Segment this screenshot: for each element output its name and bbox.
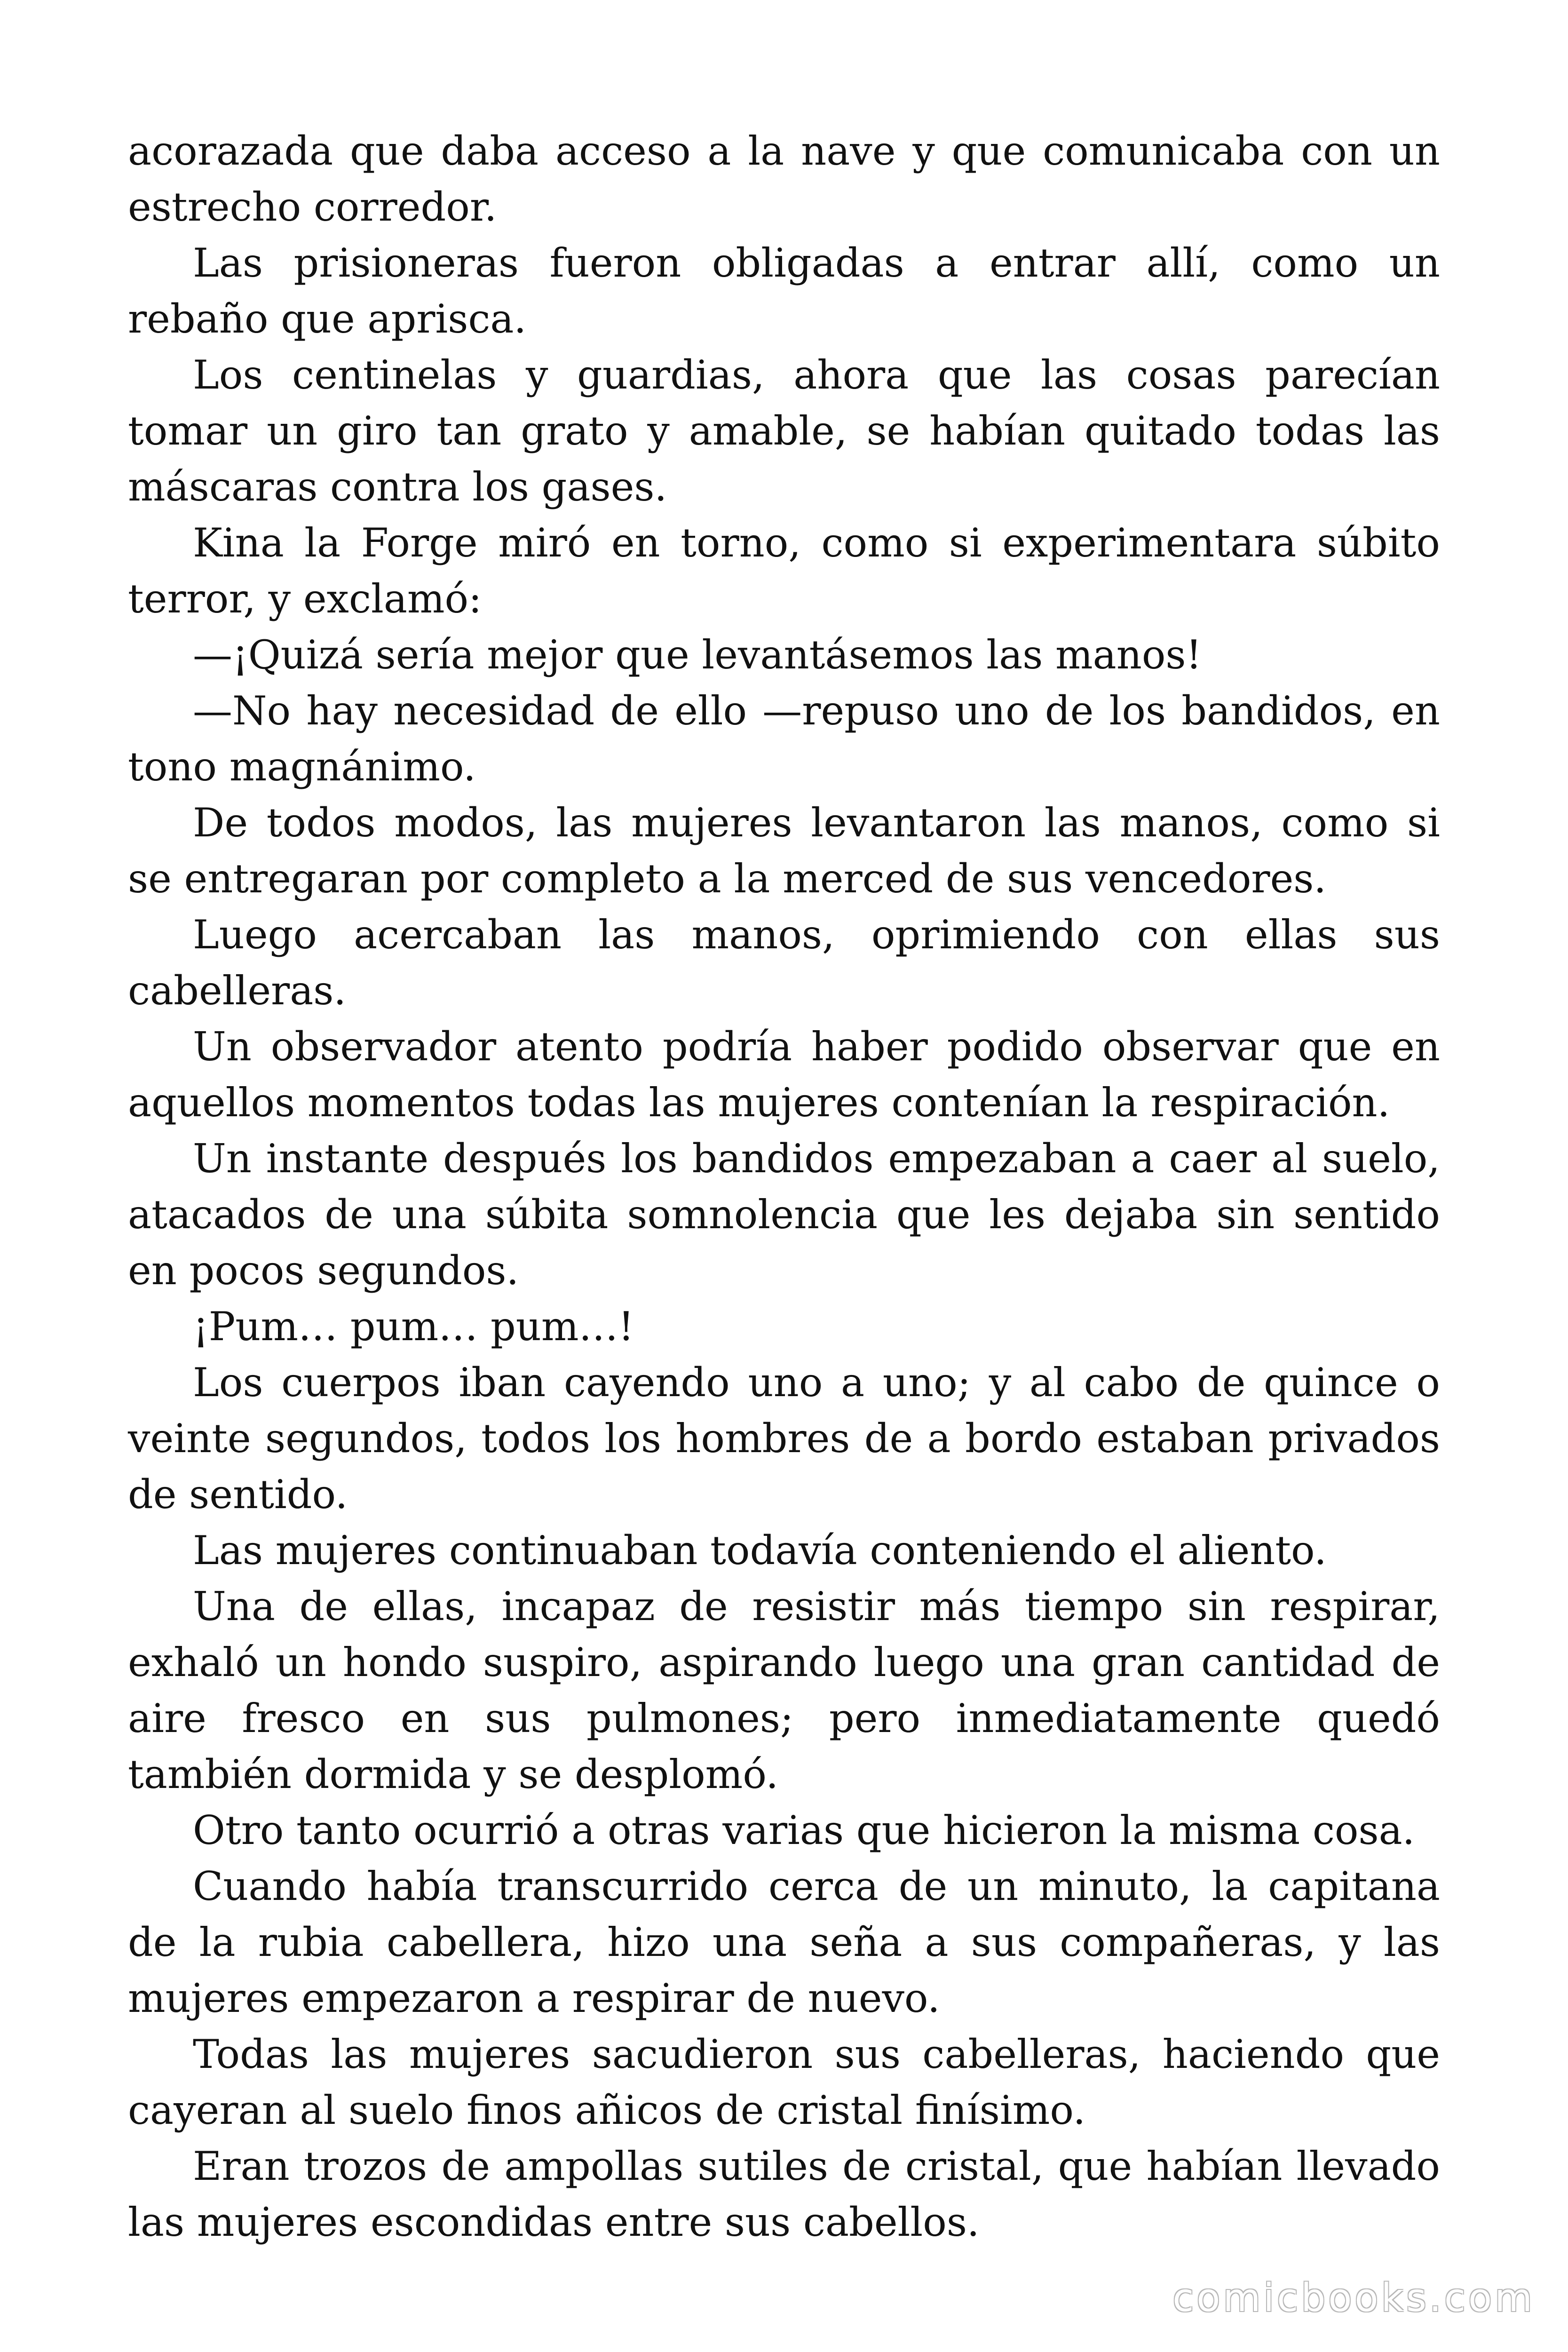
paragraph: acorazada que daba acceso a la nave y que comunicaba con un estrecho corredor.	[128, 128, 1440, 230]
paragraph: Una de ellas, incapaz de resistir más tiempo sin respirar, exhaló un hondo suspiro, aspirando luego una gran cantidad de aire fresco en sus pulmones; pero inmediatamente quedó también dormida y se desplomó.	[128, 1583, 1440, 1797]
paragraph: Un instante después los bandidos empezaban a caer al suelo, atacados de una súbita somnolencia que les dejaba sin sentido en pocos segundos.	[128, 1136, 1440, 1294]
paragraph: Las mujeres continuaban todavía conteniendo el aliento.	[193, 1527, 1327, 1573]
paragraph: —No hay necesidad de ello —repuso uno de los bandidos, en tono magnánimo.	[128, 688, 1440, 790]
paragraph: Cuando había transcurrido cerca de un minuto, la capitana de la rubia cabellera, hizo una seña a sus compañeras, y las mujeres empezaron a respirar de nuevo.	[128, 1863, 1440, 2021]
paragraph: Todas las mujeres sacudieron sus cabelleras, haciendo que cayeran al suelo finos añicos de cristal finísimo.	[128, 2031, 1440, 2133]
paragraph: Otro tanto ocurrió a otras varias que hicieron la misma cosa.	[193, 1807, 1415, 1853]
paragraph: Eran trozos de ampollas sutiles de cristal, que habían llevado las mujeres escondidas entre sus cabellos.	[128, 2143, 1440, 2245]
paragraph: ¡Pum… pum… pum…!	[193, 1303, 634, 1350]
paragraph: Luego acercaban las manos, oprimiendo con ellas sus cabelleras.	[128, 912, 1440, 1014]
watermark: comicbooks.com	[1172, 2276, 1535, 2320]
paragraph: Kina la Forge miró en torno, como si experimentara súbito terror, y exclamó:	[128, 520, 1440, 622]
paragraph: De todos modos, las mujeres levantaron las manos, como si se entregaran por completo a la merced de sus vencedores.	[128, 800, 1440, 902]
paragraph: —¡Quizá sería mejor que levantásemos las manos!	[193, 632, 1202, 678]
paragraph: Las prisioneras fueron obligadas a entrar allí, como un rebaño que aprisca.	[128, 240, 1440, 342]
paragraph: Un observador atento podría haber podido observar que en aquellos momentos todas las mujeres contenían la respiración.	[128, 1024, 1440, 1126]
paragraph: Los centinelas y guardias, ahora que las cosas parecían tomar un giro tan grato y amable, se habían quitado todas las máscaras contra los gases.	[128, 352, 1440, 510]
body-text	[128, 123, 1440, 2250]
paragraph: Los cuerpos iban cayendo uno a uno; y al cabo de quince o veinte segundos, todos los hombres de a bordo estaban privados de sentido.	[128, 1359, 1440, 1518]
